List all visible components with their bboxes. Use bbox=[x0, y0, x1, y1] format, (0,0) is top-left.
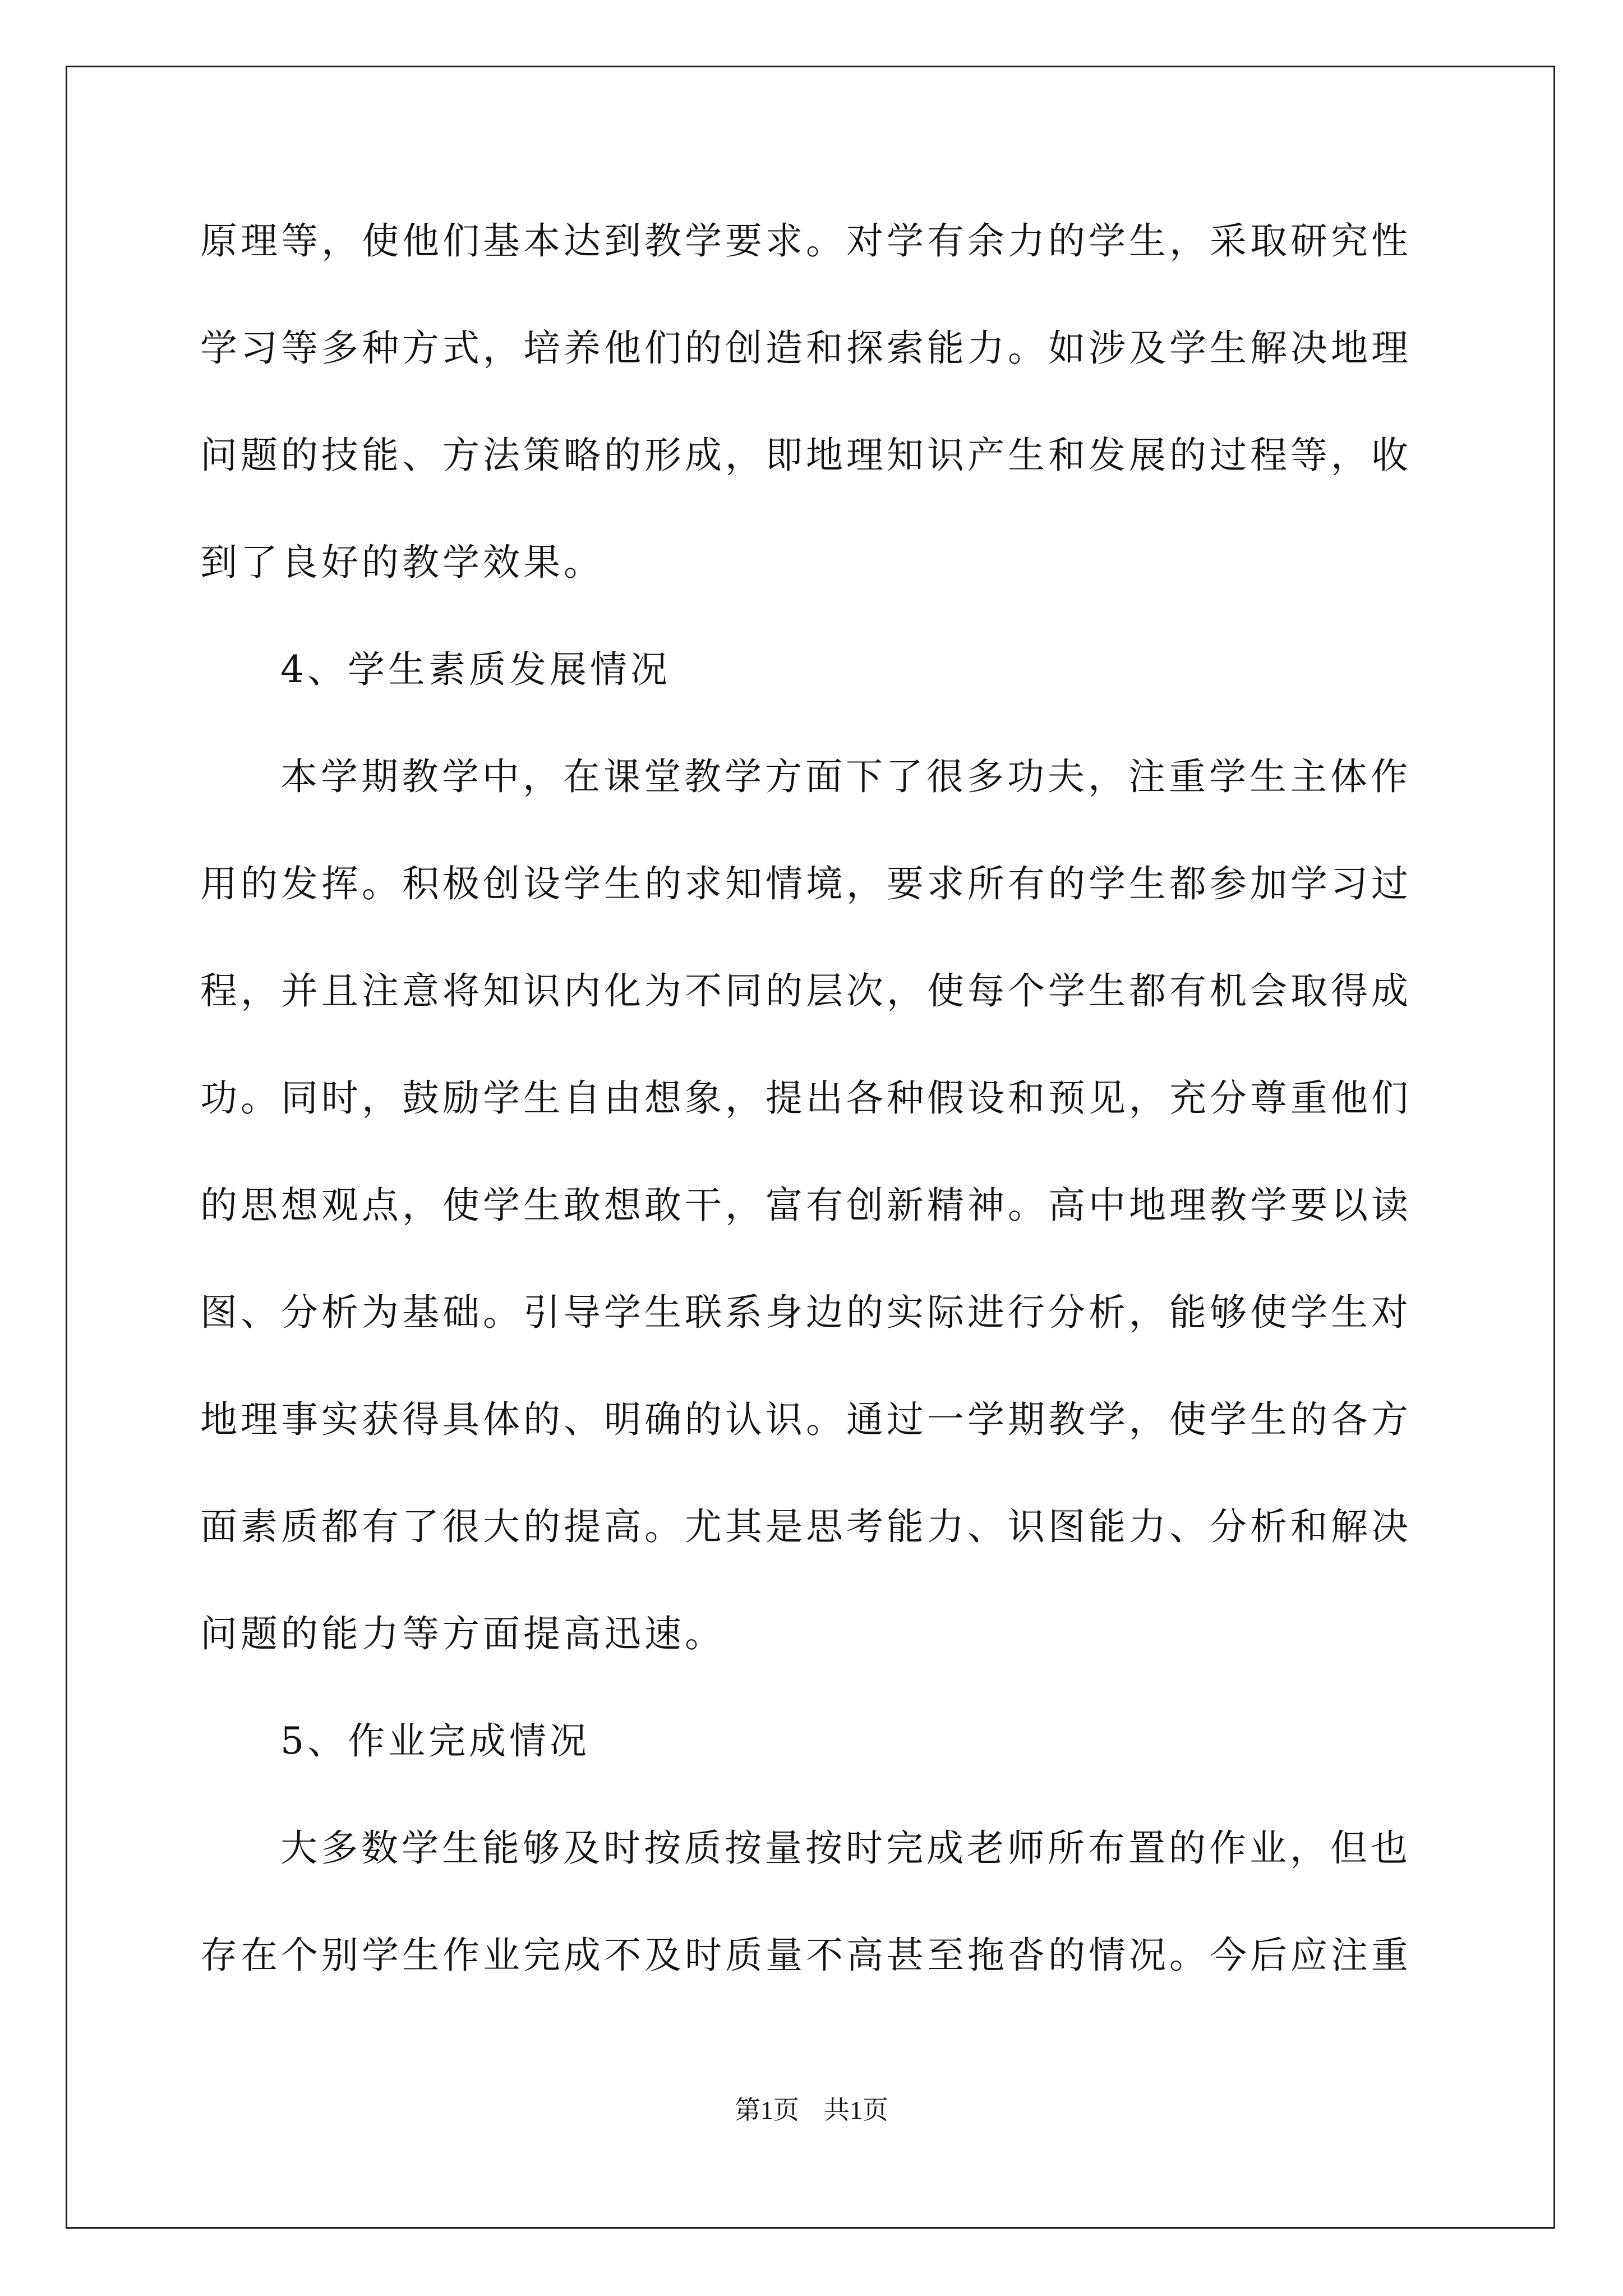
text-line-16: 大多数学生能够及时按质按量按时完成老师所布置的作业，但也 bbox=[280, 1826, 1411, 1870]
document-body bbox=[200, 213, 1423, 2035]
text-line-1: 原理等，使他们基本达到教学要求。对学有余力的学生，采取研究性 bbox=[200, 219, 1412, 263]
page-total: 共1页 bbox=[824, 2096, 888, 2124]
text-line-6: 本学期教学中，在课堂教学方面下了很多功夫，注重学生主体作 bbox=[280, 755, 1411, 798]
section-heading-5: 5、作业完成情况 bbox=[280, 1719, 590, 1763]
text-line-17: 存在个别学生作业完成不及时质量不高甚至拖沓的情况。今后应注重 bbox=[200, 1934, 1412, 1977]
page-number: 第1页 bbox=[735, 2096, 799, 2124]
text-line-8: 程，并且注意将知识内化为不同的层次，使每个学生都有机会取得成 bbox=[200, 969, 1412, 1013]
text-line-14: 问题的能力等方面提高迅速。 bbox=[200, 1612, 725, 1655]
text-line-2: 学习等多种方式，培养他们的创造和探索能力。如涉及学生解决地理 bbox=[200, 326, 1412, 370]
text-line-13: 面素质都有了很大的提高。尤其是思考能力、识图能力、分析和解决 bbox=[200, 1505, 1412, 1548]
text-line-12: 地理事实获得具体的、明确的认识。通过一学期教学，使学生的各方 bbox=[200, 1398, 1412, 1441]
text-line-4: 到了良好的教学效果。 bbox=[200, 541, 604, 584]
section-heading-4: 4、学生素质发展情况 bbox=[280, 648, 671, 691]
text-line-9: 功。同时，鼓励学生自由想象，提出各种假设和预见，充分尊重他们 bbox=[200, 1076, 1412, 1120]
text-line-7: 用的发挥。积极创设学生的求知情境，要求所有的学生都参加学习过 bbox=[200, 862, 1412, 905]
text-line-3: 问题的技能、方法策略的形成，即地理知识产生和发展的过程等，收 bbox=[200, 434, 1412, 477]
text-line-11: 图、分析为基础。引导学生联系身边的实际进行分析，能够使学生对 bbox=[200, 1291, 1412, 1334]
text-line-10: 的思想观点，使学生敢想敢干，富有创新精神。高中地理教学要以读 bbox=[200, 1184, 1412, 1227]
page-footer bbox=[0, 2093, 1623, 2127]
